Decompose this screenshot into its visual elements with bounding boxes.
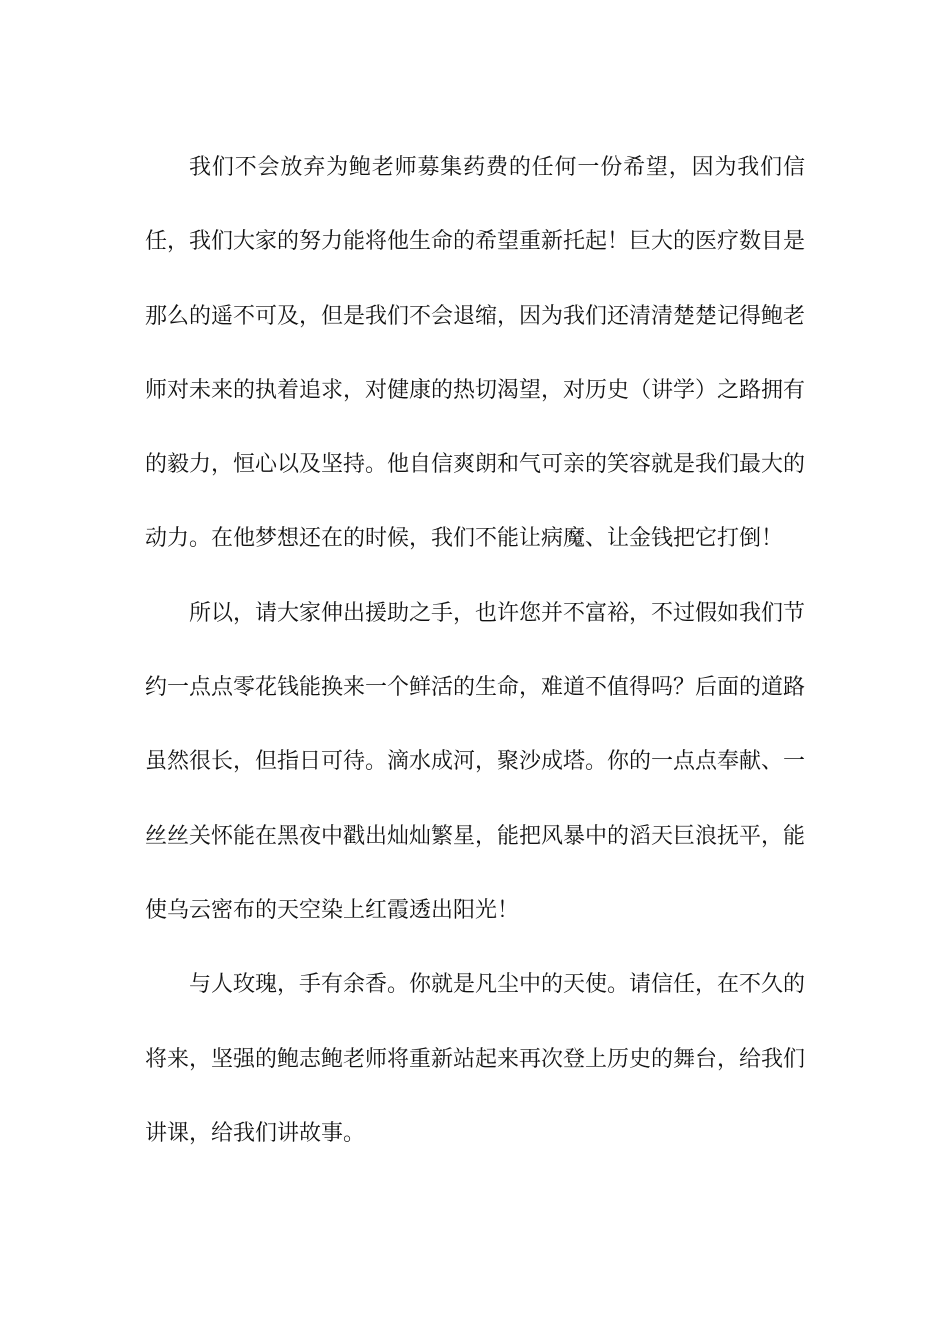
document-body <box>145 131 805 1171</box>
paragraph-1: 我们不会放弃为鲍老师募集药费的任何一份希望，因为我们信任，我们大家的努力能将他生命的希望重新托起！巨大的医疗数目是那么的遥不可及，但是我们不会退缩，因为我们还清清楚楚记得鲍老师对未来的执着追求，对健康的热切渴望，对历史（讲学）之路拥有的毅力，恒心以及坚持。他自信爽朗和气可亲的笑容就是我们最大的动力。在他梦想还在的时候，我们不能让病魔、让金钱把它打倒！ <box>145 155 806 552</box>
paragraph-3: 与人玫瑰，手有余香。你就是凡尘中的天使。请信任，在不久的将来，坚强的鲍志鲍老师将重新站起来再次登上历史的舞台，给我们讲课，给我们讲故事。 <box>145 972 806 1146</box>
paragraph-2: 所以，请大家伸出援助之手，也许您并不富裕，不过假如我们节约一点点零花钱能换来一个鲜活的生命，难道不值得吗？后面的道路虽然很长，但指日可待。滴水成河，聚沙成塔。你的一点点奉献、一丝丝关怀能在黑夜中戳出灿灿繁星，能把风暴中的滔天巨浪抚平，能使乌云密布的天空染上红霞透出阳光！ <box>145 600 806 923</box>
